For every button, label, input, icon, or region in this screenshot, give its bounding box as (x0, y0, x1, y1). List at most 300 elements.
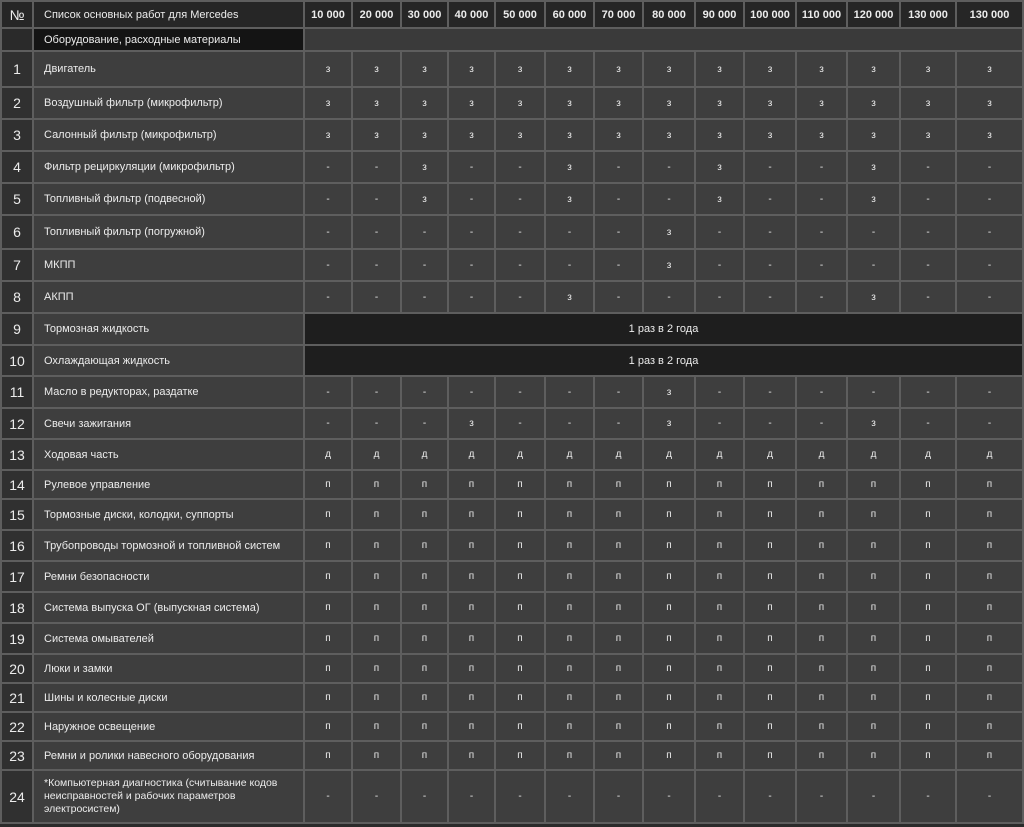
schedule-cell: п (545, 741, 594, 770)
schedule-cell: - (401, 281, 448, 313)
schedule-cell: п (594, 683, 643, 712)
schedule-cell: д (695, 439, 744, 470)
schedule-cell: - (847, 770, 900, 823)
schedule-cell: п (401, 530, 448, 561)
row-name: Трубопроводы тормозной и топливной систем (33, 530, 304, 561)
schedule-cell: з (643, 87, 695, 119)
schedule-cell: п (956, 470, 1023, 499)
schedule-cell: п (796, 530, 847, 561)
schedule-cell: п (594, 741, 643, 770)
row-number: 23 (1, 741, 33, 770)
schedule-cell: п (900, 623, 956, 654)
schedule-cell: - (495, 215, 545, 249)
schedule-cell: п (847, 741, 900, 770)
schedule-cell: п (796, 592, 847, 623)
row-number: 10 (1, 345, 33, 376)
schedule-cell: п (744, 470, 796, 499)
schedule-cell: п (695, 741, 744, 770)
schedule-cell: п (495, 470, 545, 499)
schedule-cell: п (643, 592, 695, 623)
row-number: 6 (1, 215, 33, 249)
row-name: Наружное освещение (33, 712, 304, 741)
row-number: 4 (1, 151, 33, 183)
schedule-cell: п (695, 499, 744, 530)
mileage-header: 70 000 (594, 1, 643, 28)
schedule-cell: з (448, 119, 495, 151)
schedule-cell: - (448, 770, 495, 823)
schedule-cell: з (796, 119, 847, 151)
schedule-cell: - (744, 376, 796, 408)
schedule-cell: - (594, 281, 643, 313)
schedule-cell: - (304, 770, 352, 823)
schedule-cell: п (352, 592, 401, 623)
schedule-cell: п (900, 530, 956, 561)
schedule-cell: з (401, 87, 448, 119)
schedule-cell: п (695, 623, 744, 654)
schedule-cell: з (495, 119, 545, 151)
row-name: Ремни безопасности (33, 561, 304, 592)
schedule-cell: - (956, 249, 1023, 281)
row-name: Топливный фильтр (погружной) (33, 215, 304, 249)
mileage-header: 130 000 (956, 1, 1023, 28)
row-name: Двигатель (33, 51, 304, 87)
table-row (1, 183, 1023, 215)
schedule-cell: - (796, 281, 847, 313)
table-row (1, 51, 1023, 87)
schedule-cell: - (352, 376, 401, 408)
schedule-cell: п (304, 530, 352, 561)
schedule-cell: з (643, 215, 695, 249)
schedule-cell: - (847, 249, 900, 281)
schedule-cell: з (847, 151, 900, 183)
schedule-cell: - (900, 770, 956, 823)
schedule-cell: п (594, 623, 643, 654)
schedule-cell: - (744, 249, 796, 281)
table-row (1, 281, 1023, 313)
schedule-cell: - (744, 151, 796, 183)
schedule-cell: п (744, 741, 796, 770)
schedule-cell: з (847, 183, 900, 215)
schedule-cell: - (900, 215, 956, 249)
schedule-cell: д (796, 439, 847, 470)
table-row (1, 683, 1023, 712)
schedule-cell: з (304, 119, 352, 151)
mileage-header: 20 000 (352, 1, 401, 28)
row-name: АКПП (33, 281, 304, 313)
schedule-cell: д (352, 439, 401, 470)
schedule-cell: п (900, 470, 956, 499)
table-row (1, 87, 1023, 119)
schedule-cell: - (352, 408, 401, 439)
schedule-cell: - (495, 151, 545, 183)
schedule-cell: п (401, 561, 448, 592)
schedule-cell: п (594, 470, 643, 499)
schedule-cell: д (545, 439, 594, 470)
schedule-cell: з (695, 87, 744, 119)
row-name: Охлаждающая жидкость (33, 345, 304, 376)
schedule-cell: п (956, 712, 1023, 741)
schedule-cell: д (900, 439, 956, 470)
schedule-cell: - (796, 215, 847, 249)
schedule-cell: п (900, 741, 956, 770)
schedule-cell: - (495, 249, 545, 281)
header-number: № (1, 1, 33, 28)
schedule-cell: п (594, 561, 643, 592)
schedule-cell: п (352, 623, 401, 654)
schedule-cell: - (352, 281, 401, 313)
schedule-cell: - (448, 281, 495, 313)
schedule-cell: п (401, 499, 448, 530)
schedule-cell: - (744, 770, 796, 823)
schedule-cell: п (304, 499, 352, 530)
table-row (1, 439, 1023, 470)
schedule-cell: п (847, 654, 900, 683)
schedule-cell: п (695, 683, 744, 712)
schedule-cell: п (956, 499, 1023, 530)
row-name: Тормозные диски, колодки, суппорты (33, 499, 304, 530)
schedule-cell: д (495, 439, 545, 470)
row-name: Масло в редукторах, раздатке (33, 376, 304, 408)
schedule-cell: п (796, 654, 847, 683)
schedule-cell: п (956, 561, 1023, 592)
schedule-cell: з (643, 408, 695, 439)
schedule-cell: п (695, 561, 744, 592)
schedule-cell: - (352, 770, 401, 823)
schedule-cell: п (304, 654, 352, 683)
schedule-cell: п (744, 592, 796, 623)
schedule-cell: п (744, 499, 796, 530)
schedule-cell: - (847, 215, 900, 249)
schedule-cell: п (796, 623, 847, 654)
schedule-cell: п (545, 470, 594, 499)
schedule-cell: п (744, 654, 796, 683)
schedule-cell: з (695, 119, 744, 151)
row-name: Люки и замки (33, 654, 304, 683)
schedule-cell: п (448, 623, 495, 654)
schedule-cell: - (352, 215, 401, 249)
row-number: 24 (1, 770, 33, 823)
row-number: 18 (1, 592, 33, 623)
schedule-cell: з (900, 119, 956, 151)
schedule-cell: п (495, 712, 545, 741)
row-number: 1 (1, 51, 33, 87)
table-row (1, 561, 1023, 592)
schedule-cell: - (956, 281, 1023, 313)
schedule-cell: - (594, 376, 643, 408)
schedule-cell: з (643, 51, 695, 87)
schedule-cell: з (545, 151, 594, 183)
schedule-cell: - (352, 151, 401, 183)
schedule-cell: п (847, 561, 900, 592)
schedule-cell: п (448, 561, 495, 592)
table-title: Список основных работ для Mercedes (33, 1, 304, 28)
schedule-cell: п (594, 712, 643, 741)
schedule-cell: - (956, 151, 1023, 183)
schedule-cell: з (847, 281, 900, 313)
schedule-cell: - (545, 770, 594, 823)
schedule-cell: - (594, 215, 643, 249)
row-number: 9 (1, 313, 33, 345)
table-row (1, 499, 1023, 530)
schedule-cell: - (796, 408, 847, 439)
schedule-cell: - (448, 183, 495, 215)
schedule-cell: п (594, 654, 643, 683)
mileage-header: 100 000 (744, 1, 796, 28)
schedule-cell: - (495, 408, 545, 439)
schedule-cell: з (956, 51, 1023, 87)
schedule-cell: з (695, 151, 744, 183)
schedule-cell: - (796, 376, 847, 408)
interval-note: 1 раз в 2 года (304, 313, 1023, 345)
schedule-cell: п (643, 530, 695, 561)
schedule-cell: з (594, 87, 643, 119)
schedule-cell: - (900, 249, 956, 281)
schedule-cell: п (401, 741, 448, 770)
schedule-cell: з (643, 376, 695, 408)
row-name: Рулевое управление (33, 470, 304, 499)
schedule-cell: - (545, 376, 594, 408)
schedule-cell: - (495, 183, 545, 215)
schedule-cell: п (643, 741, 695, 770)
schedule-cell: - (695, 408, 744, 439)
schedule-cell: з (744, 51, 796, 87)
schedule-cell: п (847, 530, 900, 561)
schedule-cell: - (900, 408, 956, 439)
schedule-cell: п (545, 530, 594, 561)
table-row (1, 712, 1023, 741)
schedule-cell: п (847, 683, 900, 712)
schedule-cell: - (744, 281, 796, 313)
schedule-cell: п (495, 592, 545, 623)
schedule-cell: п (796, 470, 847, 499)
schedule-cell: - (304, 408, 352, 439)
schedule-cell: п (847, 470, 900, 499)
schedule-cell: п (744, 623, 796, 654)
table-row (1, 530, 1023, 561)
schedule-cell: - (401, 249, 448, 281)
schedule-cell: п (594, 499, 643, 530)
schedule-cell: п (401, 712, 448, 741)
section-label: Оборудование, расходные материалы (33, 28, 304, 51)
table-row (1, 151, 1023, 183)
schedule-cell: - (401, 770, 448, 823)
schedule-cell: п (847, 623, 900, 654)
schedule-cell: з (847, 408, 900, 439)
mileage-header: 60 000 (545, 1, 594, 28)
schedule-cell: - (900, 376, 956, 408)
schedule-cell: п (352, 654, 401, 683)
schedule-cell: п (304, 741, 352, 770)
schedule-cell: - (900, 183, 956, 215)
schedule-cell: п (744, 530, 796, 561)
schedule-cell: п (545, 712, 594, 741)
schedule-cell: п (448, 470, 495, 499)
schedule-cell: з (695, 183, 744, 215)
schedule-cell: - (900, 151, 956, 183)
schedule-cell: п (643, 470, 695, 499)
schedule-cell: - (545, 249, 594, 281)
schedule-cell: п (304, 712, 352, 741)
schedule-cell: п (744, 683, 796, 712)
schedule-cell: з (956, 119, 1023, 151)
schedule-cell: п (352, 712, 401, 741)
table-row (1, 376, 1023, 408)
table-row (1, 470, 1023, 499)
schedule-cell: п (495, 499, 545, 530)
schedule-cell: з (401, 151, 448, 183)
row-name: Фильтр рециркуляции (микрофильтр) (33, 151, 304, 183)
schedule-cell: п (643, 499, 695, 530)
mileage-header: 130 000 (900, 1, 956, 28)
schedule-cell: - (594, 770, 643, 823)
schedule-cell: п (900, 499, 956, 530)
schedule-cell: п (304, 623, 352, 654)
section-empty (304, 28, 1023, 51)
schedule-cell: - (695, 281, 744, 313)
schedule-cell: п (304, 683, 352, 712)
section-number (1, 28, 33, 51)
schedule-cell: п (847, 712, 900, 741)
schedule-cell: - (956, 770, 1023, 823)
schedule-cell: - (956, 408, 1023, 439)
schedule-cell: п (352, 530, 401, 561)
schedule-cell: п (495, 683, 545, 712)
table-row (1, 249, 1023, 281)
mileage-header: 40 000 (448, 1, 495, 28)
schedule-cell: - (304, 376, 352, 408)
table-row (1, 408, 1023, 439)
row-number: 2 (1, 87, 33, 119)
row-name: Ходовая часть (33, 439, 304, 470)
schedule-cell: - (643, 770, 695, 823)
schedule-cell: д (448, 439, 495, 470)
schedule-cell: п (695, 592, 744, 623)
schedule-cell: д (847, 439, 900, 470)
row-number: 11 (1, 376, 33, 408)
mileage-header: 110 000 (796, 1, 847, 28)
row-name: Система выпуска ОГ (выпускная система) (33, 592, 304, 623)
schedule-cell: з (401, 119, 448, 151)
schedule-cell: п (401, 654, 448, 683)
row-number: 3 (1, 119, 33, 151)
schedule-cell: з (401, 51, 448, 87)
schedule-cell: п (643, 712, 695, 741)
schedule-cell: - (448, 376, 495, 408)
schedule-cell: п (643, 654, 695, 683)
schedule-cell: з (545, 281, 594, 313)
schedule-cell: - (956, 215, 1023, 249)
schedule-cell: п (304, 470, 352, 499)
schedule-cell: п (900, 654, 956, 683)
mileage-header: 120 000 (847, 1, 900, 28)
schedule-cell: - (744, 408, 796, 439)
schedule-cell: п (304, 592, 352, 623)
schedule-cell: з (401, 183, 448, 215)
table-row (1, 215, 1023, 249)
schedule-cell: з (304, 87, 352, 119)
schedule-cell: - (594, 249, 643, 281)
row-name: Свечи зажигания (33, 408, 304, 439)
schedule-cell: з (900, 51, 956, 87)
schedule-cell: п (545, 623, 594, 654)
schedule-cell: п (847, 592, 900, 623)
schedule-cell: з (744, 87, 796, 119)
schedule-cell: п (352, 561, 401, 592)
schedule-cell: - (495, 770, 545, 823)
schedule-cell: п (900, 712, 956, 741)
row-name: Шины и колесные диски (33, 683, 304, 712)
mileage-header: 90 000 (695, 1, 744, 28)
schedule-cell: з (900, 87, 956, 119)
row-number: 16 (1, 530, 33, 561)
header-row (1, 1, 1023, 28)
schedule-cell: п (545, 561, 594, 592)
schedule-cell: п (352, 741, 401, 770)
schedule-cell: - (594, 183, 643, 215)
schedule-cell: п (695, 470, 744, 499)
schedule-cell: з (495, 51, 545, 87)
schedule-cell: п (545, 683, 594, 712)
row-name: Топливный фильтр (подвесной) (33, 183, 304, 215)
schedule-cell: - (956, 183, 1023, 215)
schedule-cell: з (352, 119, 401, 151)
schedule-cell: п (304, 561, 352, 592)
schedule-cell: п (900, 592, 956, 623)
schedule-cell: - (643, 281, 695, 313)
schedule-cell: - (695, 376, 744, 408)
schedule-cell: п (847, 499, 900, 530)
schedule-cell: з (796, 87, 847, 119)
schedule-cell: п (352, 683, 401, 712)
schedule-cell: з (495, 87, 545, 119)
schedule-cell: з (956, 87, 1023, 119)
schedule-cell: п (495, 530, 545, 561)
schedule-cell: п (545, 499, 594, 530)
schedule-cell: з (796, 51, 847, 87)
schedule-cell: з (744, 119, 796, 151)
schedule-cell: - (796, 249, 847, 281)
schedule-cell: з (594, 119, 643, 151)
schedule-cell: п (495, 741, 545, 770)
schedule-cell: - (594, 408, 643, 439)
schedule-cell: д (744, 439, 796, 470)
schedule-cell: - (643, 151, 695, 183)
row-number: 7 (1, 249, 33, 281)
schedule-cell: з (545, 51, 594, 87)
schedule-cell: п (352, 499, 401, 530)
schedule-cell: п (594, 530, 643, 561)
row-name: Система омывателей (33, 623, 304, 654)
schedule-cell: з (695, 51, 744, 87)
schedule-cell: п (495, 561, 545, 592)
schedule-cell: п (401, 683, 448, 712)
row-name: Воздушный фильтр (микрофильтр) (33, 87, 304, 119)
schedule-cell: п (796, 712, 847, 741)
table-row (1, 741, 1023, 770)
schedule-cell: - (545, 215, 594, 249)
schedule-cell: п (643, 561, 695, 592)
row-name: Ремни и ролики навесного оборудования (33, 741, 304, 770)
schedule-cell: д (643, 439, 695, 470)
schedule-cell: - (495, 281, 545, 313)
schedule-cell: з (847, 119, 900, 151)
schedule-cell: з (448, 408, 495, 439)
schedule-cell: п (448, 683, 495, 712)
schedule-cell: з (545, 183, 594, 215)
interval-note: 1 раз в 2 года (304, 345, 1023, 376)
schedule-cell: п (643, 623, 695, 654)
table-row (1, 119, 1023, 151)
